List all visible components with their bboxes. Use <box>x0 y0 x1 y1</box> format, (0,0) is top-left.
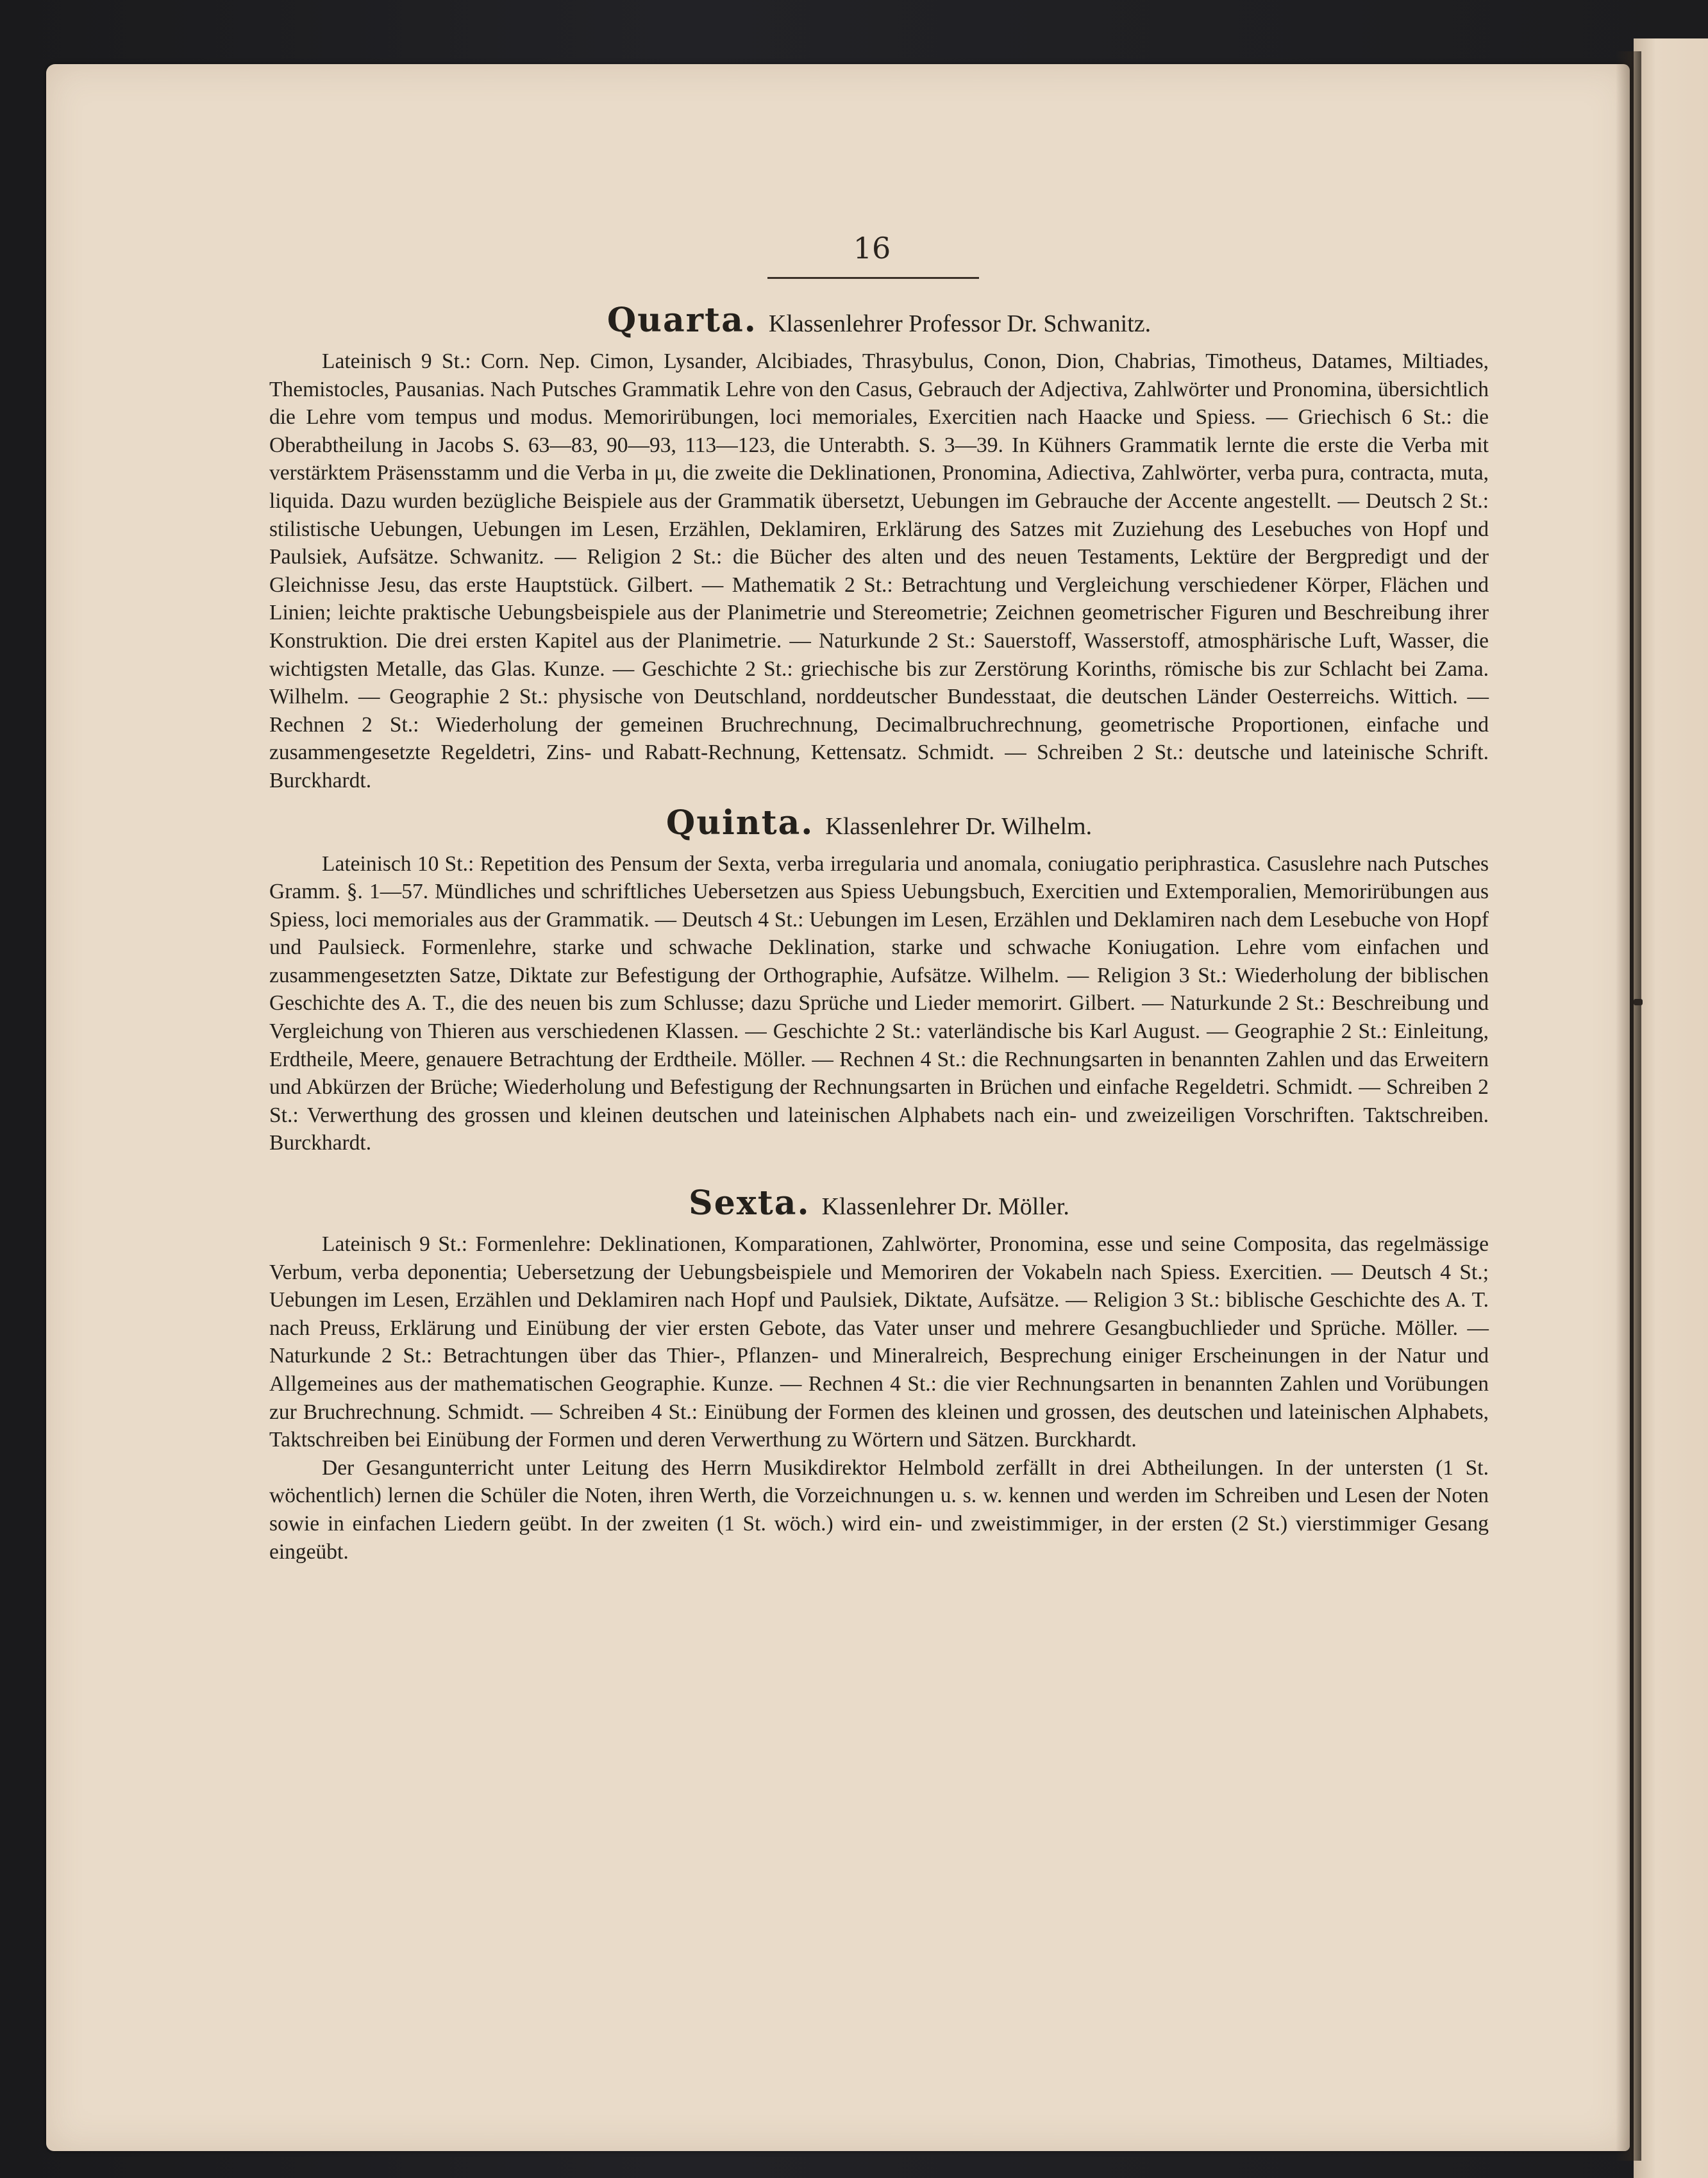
section-title-quarta: Quarta. <box>607 301 757 340</box>
page-number-rule <box>767 277 979 279</box>
section-heading-quinta <box>269 804 1489 850</box>
music-instruction-paragraph: Der Gesangunterricht unter Leitung des Herrn Musikdirektor Helmbold zerfällt in drei Abtheilungen. In der untersten (1 St. wöchentlich) lernen die Schüler die Noten, ihren Werth, die Vorzeichnungen u. s. w. kennen und werden im Schreiben und Lesen der Noten sowie in einfachen Liedern geübt. In der zweiten (1 St. wöch.) wird ein- und zweistimmiger, in der ersten (2 St.) vierstimmiger Gesang eingeübt. <box>269 1455 1489 1564</box>
class-teacher-sexta: Klassenlehrer Dr. Möller. <box>821 1193 1069 1221</box>
facing-page-edge <box>1634 38 1708 2178</box>
curriculum-text-quarta: Lateinisch 9 St.: Corn. Nep. Cimon, Lysander, Alcibiades, Thrasybulus, Conon, Dion, Chabrias, Timotheus, Datames, Miltiades, Themistocles, Pausanias. Nach Putsches Grammatik Lehre von den Casus, Gebrauch der Adjectiva, Zahlwörter und Pronomina, übersichtlich die Lehre vom tempus und modus. Memorirübungen, loci memoriales, Exercitien nach Haacke und Spiess. — Griechisch 6 St.: die Oberabtheilung in Jacobs S. 63—83, 90—93, 113—123, die Unterabth. S. 3—39. In Kühners Grammatik lernte die erste die Verba mit verstärktem Präsensstamm und die Verba in μι, die zweite die Deklinationen, Pronomina, Adiectiva, Zahlwörter, verba pura, contracta, muta, liquida. Dazu wurden bezügliche Beispiele aus der Grammatik übersetzt, Uebungen im Gebrauche der Accente angestellt. — Deutsch 2 St.: stilistische Uebungen, Uebungen im Lesen, Erzählen, Deklamiren, Erklärung des Satzes mit Zuziehung des Lesebuches von Hopf und Paulsiek, Aufsätze. Schwanitz. — Religion 2 St.: die Bücher des alten und des neuen Testaments, Lektüre der Bergpredigt und der Gleichnisse Jesu, das erste Hauptstück. Gilbert. — Mathematik 2 St.: Betrachtung und Vergleichung verschiedener Körper, Flächen und Linien; leichte praktische Uebungsbeispiele aus der Planimetrie und Stereometrie; Zeichnen geometrischer Figuren und Beschreibung ihrer Konstruktion. Die drei ersten Kapitel aus der Planimetrie. — Naturkunde 2 St.: Sauerstoff, Wasserstoff, atmosphärische Luft, Wasser, die wichtigsten Metalle, das Glas. Kunze. — Geschichte 2 St.: griechische bis zur Zerstörung Korinths, römische bis zur Schlacht bei Zama. Wilhelm. — Geographie 2 St.: physische von Deutschland, norddeutscher Bundesstaat, die deutschen Länder Oesterreichs. Wittich. — Rechnen 2 St.: Wiederholung der gemeinen Bruchrechnung, Decimalbruchrechnung, geometrische Proportionen, einfache und zusammengesetzte Regeldetri, Zins- und Rabatt-Rechnung, Kettensatz. Schmidt. — Schreiben 2 St.: deutsche und lateinische Schrift. Burckhardt. <box>269 349 1489 792</box>
binding-gutter-shadow <box>1616 51 1641 2161</box>
curriculum-text-sexta: Lateinisch 9 St.: Formenlehre: Deklinationen, Komparationen, Zahlwörter, Pronomina, esse und seine Composita, das regelmässige Verbum, verba deponentia; Uebersetzung der Uebungsbeispiele und Memoriren der Vokabeln nach Spiess. Exercitien. — Deutsch 4 St.; Uebungen im Lesen, Erzählen und Deklamiren nach Hopf und Paulsiek, Diktate, Aufsätze. — Religion 3 St.: biblische Geschichte des A. T. nach Preuss, Erklärung und Einübung der vier ersten Gebote, das Vater unser und mehrere Gesangbuchlieder und Sprüche. Möller. — Naturkunde 2 St.: Betrachtungen über das Thier-, Pflanzen- und Mineralreich, Besprechung einiger Erscheinungen in der Natur und Allgemeines aus der mathematischen Geographie. Kunze. — Rechnen 4 St.: die vier Rechnungsarten in benannten Zahlen und Vorübungen zur Bruchrechnung. Schmidt. — Schreiben 4 St.: Einübung der Formen des kleinen und grossen, des deutschen und lateinischen Alphabets, Taktschreiben bei Einübung der Formen und deren Verwerthung zu Wörtern und Sätzen. Burckhardt. <box>269 1232 1489 1452</box>
section-title-sexta: Sexta. <box>689 1184 810 1223</box>
margin-mark <box>1634 999 1643 1005</box>
page-content <box>269 301 1489 1566</box>
section-heading-quarta <box>269 301 1489 348</box>
page-number: 16 <box>853 231 891 265</box>
class-teacher-quinta: Klassenlehrer Dr. Wilhelm. <box>825 812 1093 840</box>
class-teacher-quarta: Klassenlehrer Professor Dr. Schwanitz. <box>768 310 1151 337</box>
section-title-quinta: Quinta. <box>666 803 814 842</box>
section-heading-sexta <box>269 1184 1489 1230</box>
curriculum-text-quinta: Lateinisch 10 St.: Repetition des Pensum der Sexta, verba irregularia und anomala, coniugatio periphrastica. Casuslehre nach Putsches Gramm. §. 1—57. Mündliches und schriftliches Uebersetzen aus Spiess Uebungsbuch, Exercitien und Extemporalien, Memorirübungen aus Spiess, loci memoriales aus der Grammatik. — Deutsch 4 St.: Uebungen im Lesen, Erzählen und Deklamiren nach dem Lesebuche von Hopf und Paulsieck. Formenlehre, starke und schwache Deklination, starke und schwache Koniugation. Lehre vom einfachen und zusammengesetzten Satze, Diktate zur Befestigung der Orthographie, Aufsätze. Wilhelm. — Religion 3 St.: Wiederholung der biblischen Geschichte des A. T., die des neuen bis zum Schlusse; dazu Sprüche und Lieder memorirt. Gilbert. — Naturkunde 2 St.: Beschreibung und Vergleichung von Thieren aus verschiedenen Klassen. — Geschichte 2 St.: vaterländische bis Karl August. — Geographie 2 St.: Einleitung, Erdtheile, Meere, genauere Betrachtung der Erdtheile. Möller. — Rechnen 4 St.: die Rechnungsarten in benannten Zahlen und das Erweitern und Abkürzen der Brüche; Wiederholung und Befestigung der Rechnungsarten in Brüchen und einfache Regeldetri. Schmidt. — Schreiben 2 St.: Verwerthung des grossen und kleinen deutschen und lateinischen Alphabets nach ein- und zweizeiligen Vorschriften. Taktschreiben. Burckhardt. <box>269 851 1489 1155</box>
